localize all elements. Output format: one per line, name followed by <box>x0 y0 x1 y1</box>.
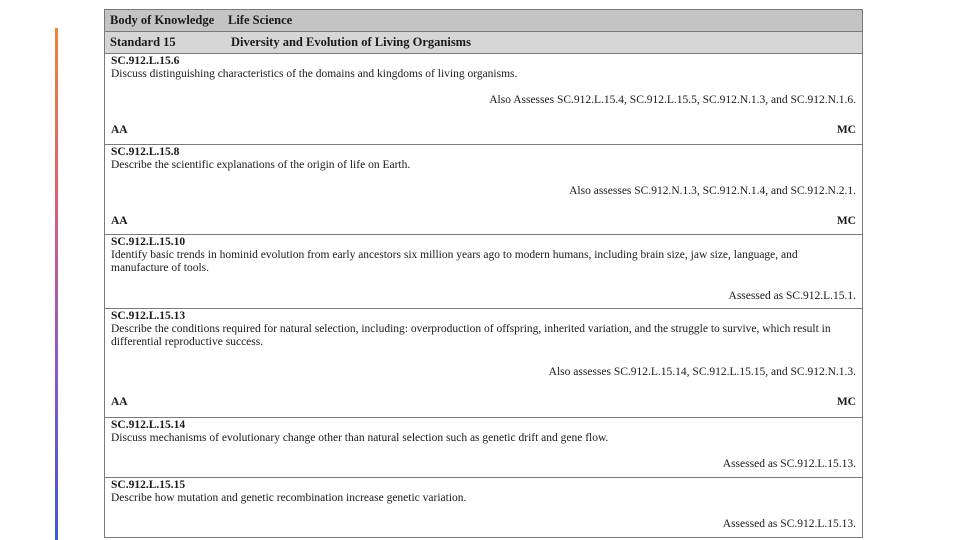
benchmark-code: SC.912.L.15.8 <box>111 146 180 158</box>
benchmark-block <box>105 418 862 478</box>
benchmark-footer-left: AA <box>111 124 128 136</box>
benchmark-block <box>105 309 862 418</box>
header-row-body-of-knowledge <box>105 10 862 32</box>
benchmark-footer-right: MC <box>836 215 856 227</box>
benchmark-description: Describe the scientific explanations of the origin of life on Earth. <box>111 159 411 171</box>
benchmark-description: Discuss distinguishing characteristics of the domains and kingdoms of living organisms. <box>111 68 518 80</box>
header-row1-key: Body of Knowledge <box>110 13 215 27</box>
benchmark-code: SC.912.L.15.10 <box>111 236 186 248</box>
benchmark-block <box>105 145 862 235</box>
benchmark-block <box>105 478 862 538</box>
header-row2-key: Standard 15 <box>110 35 176 49</box>
benchmark-block <box>105 235 862 309</box>
benchmark-code: SC.912.L.15.13 <box>111 310 186 322</box>
benchmark-description: Identify basic trends in hominid evolution from early ancestors six million years ago to modern humans, including brain size, jaw size, language, and manufacture of tools. <box>111 249 798 274</box>
benchmark-description: Discuss mechanisms of evolutionary change other than natural selection such as genetic drift and gene flow. <box>111 432 609 444</box>
benchmark-code: SC.912.L.15.14 <box>111 419 186 431</box>
header-row-standard <box>105 32 862 54</box>
benchmark-footer-left: AA <box>111 396 128 408</box>
benchmark-code: SC.912.L.15.6 <box>111 55 180 67</box>
benchmark-assessment: Assessed as SC.912.L.15.1. <box>728 290 856 302</box>
benchmark-footer-right: MC <box>836 396 856 408</box>
benchmark-block <box>105 54 862 145</box>
benchmark-document-table <box>104 9 863 538</box>
slide-accent-line <box>55 28 58 540</box>
benchmark-description: Describe the conditions required for natural selection, including: overproduction of offspring, inherited variation, and the struggle to survive, which result in differential reproductive success. <box>111 323 831 348</box>
header-row1-value: Life Science <box>228 13 293 27</box>
benchmark-assessment: Assessed as SC.912.L.15.13. <box>722 458 856 470</box>
benchmark-description: Describe how mutation and genetic recombination increase genetic variation. <box>111 492 467 504</box>
benchmark-assessment: Also Assesses SC.912.L.15.4, SC.912.L.15.5, SC.912.N.1.3, and SC.912.N.1.6. <box>489 94 856 106</box>
header-row2-value: Diversity and Evolution of Living Organisms <box>231 35 471 49</box>
benchmark-footer-left: AA <box>111 215 128 227</box>
benchmark-assessment: Also assesses SC.912.L.15.14, SC.912.L.15.15, and SC.912.N.1.3. <box>548 366 856 378</box>
benchmark-footer-right: MC <box>836 124 856 136</box>
benchmark-code: SC.912.L.15.15 <box>111 479 186 491</box>
benchmark-assessment: Assessed as SC.912.L.15.13. <box>722 518 856 530</box>
benchmark-assessment: Also assesses SC.912.N.1.3, SC.912.N.1.4, and SC.912.N.2.1. <box>569 185 856 197</box>
